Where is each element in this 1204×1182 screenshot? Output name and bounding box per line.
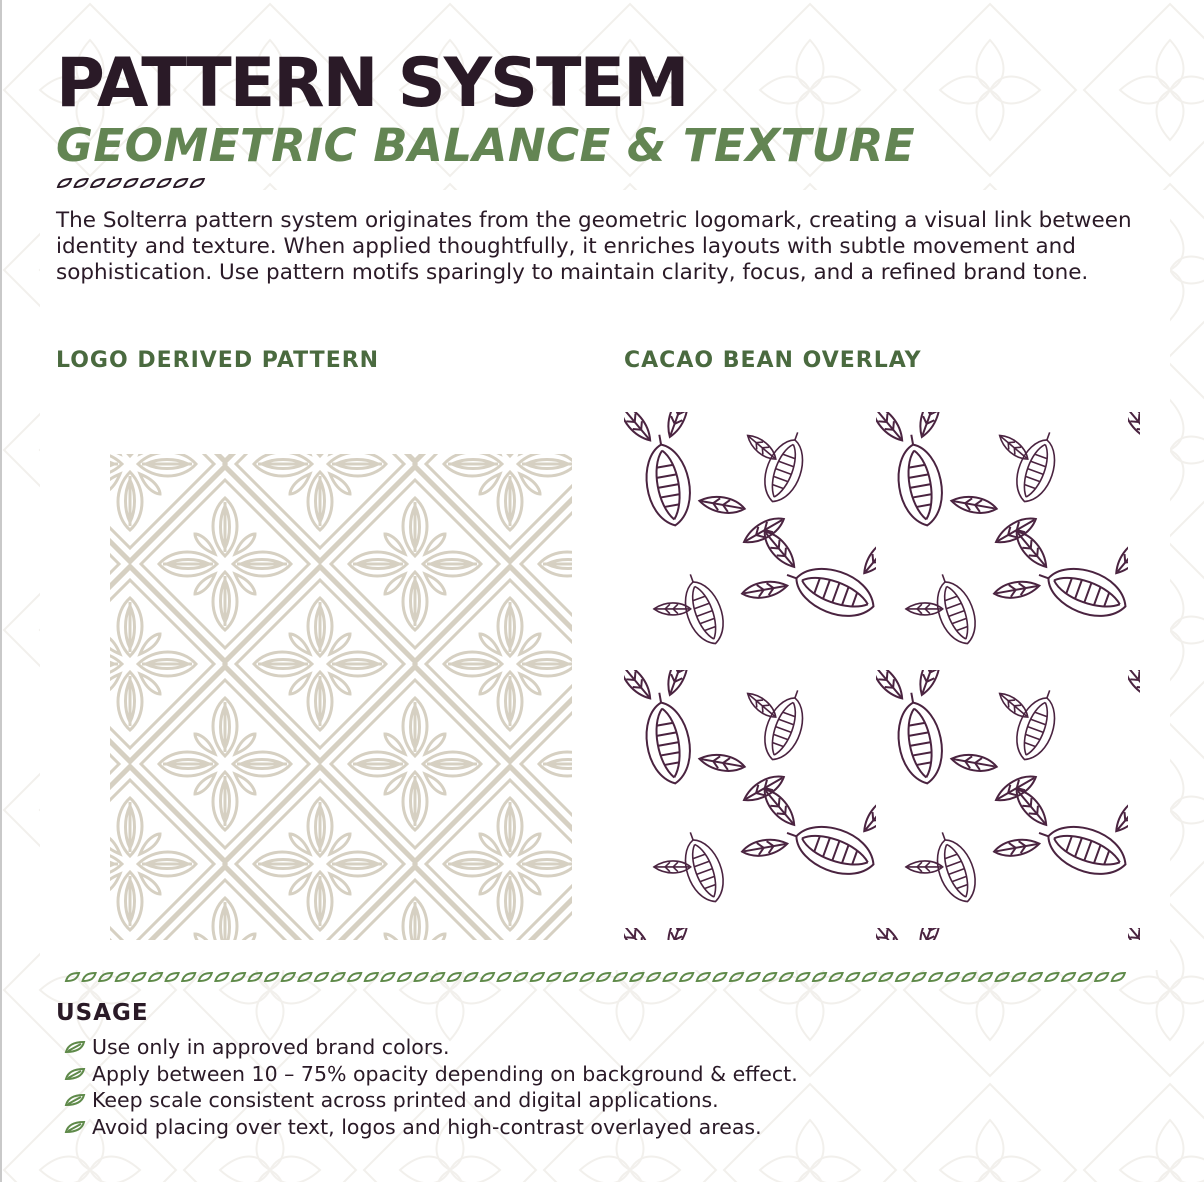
page-subtitle: GEOMETRIC BALANCE & TEXTURE xyxy=(56,119,916,172)
leaf-chain-divider-short xyxy=(56,176,212,190)
usage-heading: USAGE xyxy=(56,1000,149,1026)
logo-derived-pattern-swatch xyxy=(56,412,572,940)
intro-paragraph: The Solterra pattern system originates from the geometric logomark, creating a visual link between identity and texture. When applied thoughtfully, it enriches layouts with subtle movement and sophistication. Use pattern motifs sparingly to maintain clarity, focus, and a refined brand tone. xyxy=(56,208,1132,285)
cacao-bean-overlay-swatch xyxy=(624,412,1140,940)
leaf-icon xyxy=(64,1093,86,1107)
usage-list xyxy=(64,1034,798,1140)
usage-item xyxy=(64,1034,798,1061)
usage-item-text: Avoid placing over text, logos and high-contrast overlayed areas. xyxy=(92,1114,762,1139)
usage-item-text: Apply between 10 – 75% opacity depending on background & effect. xyxy=(92,1061,798,1086)
cacao-overlay-label: CACAO BEAN OVERLAY xyxy=(624,348,922,373)
usage-item-text: Use only in approved brand colors. xyxy=(92,1035,450,1060)
leaf-icon xyxy=(64,1120,86,1134)
usage-item-text: Keep scale consistent across printed and digital applications. xyxy=(92,1088,719,1113)
usage-item xyxy=(64,1061,798,1088)
leaf-chain-divider-long xyxy=(64,970,1134,984)
usage-item xyxy=(64,1114,798,1141)
leaf-icon xyxy=(64,1067,86,1081)
logo-pattern-label: LOGO DERIVED PATTERN xyxy=(56,348,380,373)
page-title: PATTERN SYSTEM xyxy=(56,44,688,123)
usage-item xyxy=(64,1087,798,1114)
leaf-icon xyxy=(64,1040,86,1054)
